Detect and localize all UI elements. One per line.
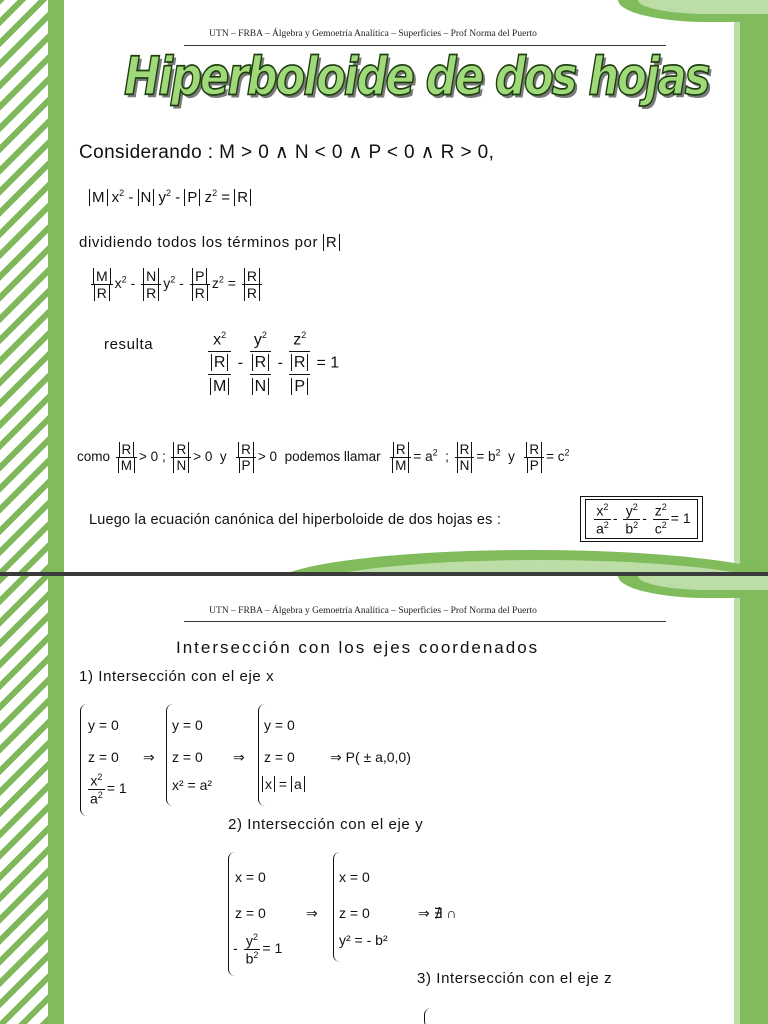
section-title: Intersección con los ejes coordenados (176, 638, 540, 657)
right-green-bar (740, 0, 768, 572)
page-header: UTN – FRBA – Álgebra y Gemoetría Analítica – Superficies – Prof Norma del Puerto (209, 606, 537, 616)
no-intersection-result: ⇒ ∄ ∩ (418, 905, 457, 921)
luego-text: Luego la ecuación canónica del hiperboloide de dos hojas es : (89, 512, 502, 528)
equation-general: M $x^2$ - N $y^2$ - P $z^2 = R$ (89, 188, 251, 206)
right-green-bar (740, 576, 768, 1024)
eq-z0: z = 0 (264, 749, 295, 765)
canonical-equation-box: $\frac{x^2}{a^2}$ - $\frac{y^2}{b^2}$ - $\frac{z^2}{c^2}$ = 1 (580, 496, 703, 542)
header-rule (184, 621, 666, 622)
implies-arrow: ⇒ (143, 749, 155, 765)
eq-y0: y = 0 (88, 717, 119, 733)
left-green-bar (48, 576, 64, 1024)
eq-y2-b2: y² = - b² (339, 932, 388, 948)
left-stripe-decoration (0, 0, 48, 572)
left-green-bar (48, 0, 64, 572)
item-3-heading: 3) Intersección con el eje z (417, 970, 613, 987)
eq-y0: y = 0 (264, 717, 295, 733)
eq-z0: z = 0 (235, 905, 266, 921)
eq-x2-a2: $\frac{x^2}{a^2}$ = 1 (90, 772, 127, 807)
eq-x2-a2: x² = a² (172, 777, 213, 793)
left-stripe-decoration (0, 576, 48, 1024)
item-2-heading: 2) Intersección con el eje y (228, 816, 424, 833)
eq-y0: y = 0 (172, 717, 203, 733)
equation-result: $x^2$ R M - $y^2$ R N - $z^2$ R P = 1 (206, 330, 339, 396)
eq-abs-x: x = a (262, 776, 305, 792)
eq-z0: z = 0 (339, 905, 370, 921)
eq-y2-b2: - $\frac{y^2}{b^2}$ = 1 (233, 932, 283, 967)
implies-arrow: ⇒ (306, 905, 318, 921)
eq-z0: z = 0 (88, 749, 119, 765)
implies-arrow: ⇒ (233, 749, 245, 765)
eq-x0: x = 0 (339, 869, 370, 885)
considerando-text: Considerando : M > 0 ∧ N < 0 ∧ P < 0 ∧ R > 0, (79, 142, 495, 163)
brace (424, 1008, 431, 1024)
item-1-heading: 1) Intersección con el eje x (79, 668, 275, 685)
eq-z0: z = 0 (172, 749, 203, 765)
como-definitions: como $\frac{R}{M}$ > 0 ; $\frac{R}{N}$ > 0 y $\frac{R}{P}$ > 0 podemos llamar $\frac{R}{M}$ = $a^2$ ; $\frac{R}{N}$ = $b^2$ y $\frac{R}{P}$ = $c^2$ (77, 442, 570, 473)
point-result: ⇒ P( ± a,0,0) (330, 749, 411, 765)
equation-divided: $\frac{M}{R}$ $x^2$ - $\frac{N}{R}$ $y^2$ - $\frac{P}{R}$ $z^2$ = $\frac{R}{R}$ (89, 268, 264, 301)
dividiendo-text: dividiendo todos los términos por R (79, 234, 340, 251)
resulta-label: resulta (104, 336, 154, 353)
page-header: UTN – FRBA – Álgebra y Gemoetría Analítica – Superficies – Prof Norma del Puerto (209, 29, 537, 39)
page-title: Hiperboloide de dos hojas (124, 46, 709, 107)
slide-2 (0, 576, 768, 1024)
eq-x0: x = 0 (235, 869, 266, 885)
